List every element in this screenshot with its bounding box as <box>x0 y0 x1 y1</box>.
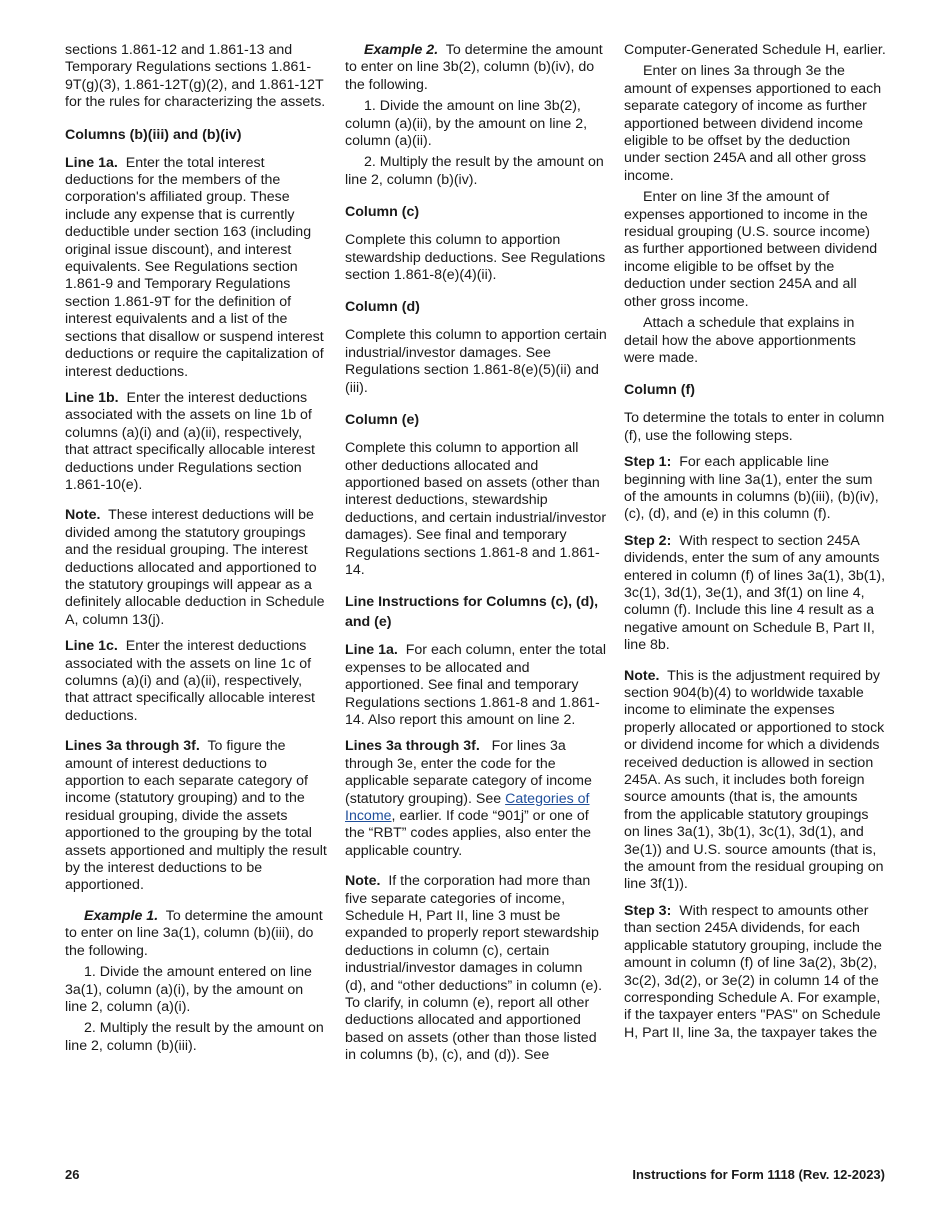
line-1a-instruction <box>65 155 327 381</box>
section-heading-column-f: Column (f) <box>624 382 695 399</box>
lines-3a-3f-instruction <box>65 738 327 895</box>
section-heading-columns-b: Columns (b)(iii) and (b)(iv) <box>65 126 242 143</box>
note-label: Note. <box>624 667 660 684</box>
step-label: Step 1: <box>624 454 672 471</box>
note <box>624 668 886 894</box>
run-in-heading: Line 1c. <box>65 638 118 655</box>
example-1-step-2: 2. Multiply the result by the amount on line 2, column (b)(iii). <box>65 1020 324 1054</box>
paragraph-text: These interest deductions will be divided among the statutory groupings and the residual grouping. The interest deductions allocated and apportioned to the statutory groupings will appear as a definitely allocable deduction in Schedule A, column 13(j). <box>65 507 325 628</box>
column-left <box>65 42 327 1064</box>
line-1c-instruction <box>65 638 327 725</box>
lines-3a-3f-instruction <box>345 738 607 860</box>
run-in-heading: Line 1a. <box>65 154 118 171</box>
paragraph: Complete this column to apportion certain industrial/investor damages. See Regulations section 1.861-8(e)(5)(ii) and (iii). <box>345 327 607 396</box>
paragraph: Enter on line 3f the amount of expenses apportioned to income in the residual grouping (U.S. source income) as further apportioned between dividend income eligible to be offset by the deduction under section 245A and all other gross income. <box>624 189 878 310</box>
paragraph-text: For each column, enter the total expenses to be allocated and apportioned. See final and temporary Regulations sections 1.861-8 and 1.861-14. Also report this amount on line 2. <box>345 642 607 728</box>
step-label: Step 2: <box>624 532 672 549</box>
section-heading-column-d: Column (d) <box>345 299 420 316</box>
section-heading-column-c: Column (c) <box>345 204 420 221</box>
note <box>65 507 327 629</box>
paragraph-text: To determine the amount to enter on line 3b(2), column (b)(iv), do the following. <box>345 42 603 93</box>
step-3 <box>624 903 886 1042</box>
paragraph: Complete this column to apportion stewardship deductions. See Regulations section 1.861-8(e)(4)(ii). <box>345 232 606 284</box>
paragraph-text: To determine the amount to enter on line 3a(1), column (b)(iii), do the following. <box>65 907 323 959</box>
note-label: Note. <box>345 873 381 890</box>
example-label: Example 2. <box>364 42 439 58</box>
paragraph: Attach a schedule that explains in detail how the above apportionments were made. <box>624 315 856 366</box>
column-middle <box>345 42 607 1074</box>
paragraph: Enter on lines 3a through 3e the amount of expenses apportioned to each separate category of income as further apportioned between dividend income eligible to be offset by the deduction under section 245A and all other gross income. <box>624 63 882 184</box>
run-in-heading: Lines 3a through 3f. <box>65 738 200 755</box>
step-label: Step 3: <box>624 902 672 919</box>
form-reference: Instructions for Form 1118 (Rev. 12-2023) <box>632 1167 885 1182</box>
run-in-heading: Lines 3a through 3f. <box>345 738 480 755</box>
categories-of-income-link[interactable]: Categories of Income <box>345 790 590 824</box>
paragraph-text: This is the adjustment required by section 904(b)(4) to worldwide taxable income to eliminate the expenses properly allocated or apportioned to stock or dividend income for which a dividends received deduction is allowed in section 245A. As such, it includes both foreign source amounts (that is, the amounts from the applicable statutory groupings on lines 3a(1), 3b(1), 3c(1), 3d(1), and 3e(1)) and U.S. source amounts (that is, the amount from the residual grouping on line 3f(1)). <box>624 667 885 893</box>
example-2-step-1: 1. Divide the amount on line 3b(2), column (a)(ii), by the amount on line 2, column (a)(ii). <box>345 98 588 150</box>
note-label: Note. <box>65 507 101 524</box>
column-right <box>624 42 886 1051</box>
page-number: 26 <box>65 1167 80 1182</box>
note <box>345 873 607 1064</box>
paragraph-text: For each applicable line beginning with line 3a(1), enter the sum of the amounts in columns (b)(iii), (b)(iv), (c), (d), and (e) in this column (f). <box>624 454 879 523</box>
paragraph-text: Enter the interest deductions associated with the assets on line 1b of columns (a)(i) and (a)(ii), respectively, that attract specifically allocable interest deductions under Regulations section 1.861-10(e). <box>65 389 315 493</box>
run-in-heading: Line 1b. <box>65 389 119 406</box>
paragraph: To determine the totals to enter in column (f), use the following steps. <box>624 410 885 444</box>
paragraph-text: Enter the interest deductions associated with the assets on line 1c of columns (a)(i) and (a)(ii), respectively, that attract specifically allocable interest deductions. <box>65 638 315 724</box>
example-2-step-2: 2. Multiply the result by the amount on line 2, column (b)(iv). <box>345 154 604 188</box>
paragraph: Computer-Generated Schedule H, earlier. <box>624 42 886 58</box>
section-heading-column-e: Column (e) <box>345 412 420 429</box>
example-1-step-1: 1. Divide the amount entered on line 3a(1), column (a)(i), by the amount on line 2, column (a)(i). <box>65 964 312 1015</box>
run-in-heading: Line 1a. <box>345 642 398 659</box>
example-1 <box>65 908 327 960</box>
paragraph-text: , earlier. If code “901j” or one of the “RBT” codes applies, also enter the applicable country. <box>345 808 592 859</box>
paragraph: sections 1.861-12 and 1.861-13 and Temporary Regulations sections 1.861-9T(g)(3), 1.861-12T(g)(2), and 1.861-12T for the rules for characterizing the assets. <box>65 42 326 111</box>
step-1 <box>624 454 886 524</box>
paragraph-text: Enter the total interest deductions for the members of the corporation's affiliated group. These include any expense that is currently deductible under section 163 (including original issue discount), and interest equivalents. See Regulations section 1.861-9 and Temporary Regulations section 1.861-9T for the definition of interest equivalents and a list of the sections that disallow or suspend interest deductions or require the capitalization of interest deductions. <box>65 154 324 380</box>
example-2 <box>345 42 607 94</box>
paragraph: Complete this column to apportion all other deductions allocated and apportioned based on assets (other than interest deductions, stewardship deductions, and certain industrial/investor damages). See final and temporary Regulations sections 1.861-8 and 1.861-14. <box>345 440 607 578</box>
paragraph-text: To figure the amount of interest deductions to apportion to each separate category of income (statutory grouping) and to the residual grouping, divide the assets apportioned to the grouping by the total assets apportioned and multiply the result by the interest deductions to be apportioned. <box>65 738 327 894</box>
paragraph-text: If the corporation had more than five separate categories of income, Schedule H, Part II, line 3 must be expanded to properly report stewardship deductions in column (c), certain industrial/investor damages in column (d), and “other deductions” in column (e). To clarify, in column (e), report all other deductions allocated and apportioned based on assets (other than those listed in columns (b), (c), and (d)). See <box>345 873 603 1064</box>
paragraph-text: For lines 3a through 3e, enter the code for the applicable separate category of income (statutory grouping). See <box>345 738 592 807</box>
line-1b-instruction <box>65 390 327 494</box>
line-1a-instruction <box>345 642 607 729</box>
section-heading-line-instructions: Line Instructions for Columns (c), (d), and (e) <box>345 594 599 631</box>
paragraph-text: With respect to section 245A dividends, enter the sum of any amounts entered in column (f) of lines 3a(1), 3b(1), 3c(1), 3d(1), 3e(1), and 3f(1) on line 4, column (f). Include this line 4 result as a negative amount on Schedule B, Part II, line 8b. <box>624 532 886 654</box>
example-label: Example 1. <box>84 907 159 924</box>
paragraph-text: With respect to amounts other than section 245A dividends, for each applicable statutory grouping, include the amount in column (f) of line 3a(2), 3b(2), 3c(2), 3d(2), or 3e(2) in column 14 of the corresponding Schedule A. For example, if the taxpayer enters "PAS" on Schedule H, Part II, line 3a, the taxpayer takes the <box>624 902 882 1041</box>
step-2 <box>624 533 886 655</box>
